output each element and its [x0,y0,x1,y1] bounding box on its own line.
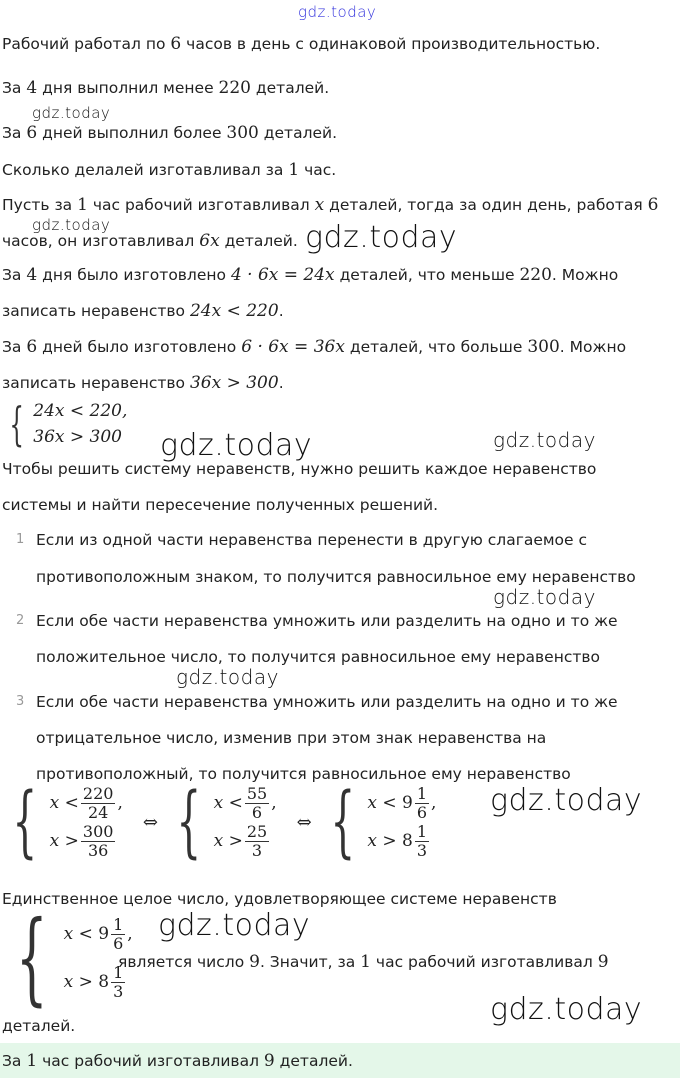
six-days [2,337,626,357]
rule-3-cont [36,728,546,748]
text: деталей. [258,124,338,142]
text: . Можно [551,266,619,284]
rule-3-end [36,764,571,784]
inequality: 36x > 300 [33,427,122,447]
system-initial [2,398,127,450]
text: За [2,338,27,356]
math: 6x [199,231,220,251]
answer [2,1051,353,1071]
text: час рабочий изготавливал [87,196,315,214]
text: деталей. [274,1052,353,1070]
rule-2-cont [36,647,600,667]
text: деталей, что больше [344,338,528,356]
text: Рабочий работал по [2,35,171,53]
text: дней выполнил более [37,124,227,142]
text: час рабочий изготавливал [37,1052,264,1070]
text: противоположный, то получится равносильное ему неравенство [36,765,571,783]
math: 4 [26,78,38,98]
text: деталей, тогда за один день, работая [324,196,648,214]
inequality-2 [2,373,284,393]
math: 6 [647,195,659,215]
system-final: { x < 9 1 6 , x > 8 1 3 [15,899,133,1016]
math: 4 [26,265,38,285]
question [2,160,336,180]
brace-icon: { [15,899,48,1016]
watermark: gdz.today [32,104,111,122]
text: Пусть за [2,196,78,214]
text: Если обе части неравенства умножить или разделить на одно и то же [36,693,618,711]
text: является число [118,953,250,971]
inequality-1 [2,301,284,321]
math: 1 [360,952,371,972]
equivalence-sign: ⇔ [142,811,158,833]
watermark: gdz.today [305,220,458,255]
math: 9 [263,1051,275,1071]
list-number: 2 [16,613,25,628]
per-day [2,231,298,251]
math: 300 [226,123,259,143]
text: час. [299,161,337,179]
math: 220 [218,78,251,98]
text: дней было изготовлено [37,338,242,356]
math: x [314,195,325,215]
text: За [2,1052,27,1070]
text: записать неравенство [2,374,190,392]
method-intro-2 [2,495,438,515]
brace-icon: { [9,397,24,451]
rule-1 [36,530,587,550]
text: часов, он изготавливал [2,232,200,250]
math: 300 [527,337,560,357]
let-x [2,195,658,215]
math: 6 [26,337,38,357]
watermark: gdz.today [176,665,279,689]
watermark-top: gdz.today [298,3,377,21]
watermark: gdz.today [32,216,111,234]
condition-4-days [2,78,329,98]
math: 1 [26,1051,38,1071]
text: . Можно [559,338,627,356]
inequality: 24x < 220, [33,401,128,421]
text: системы и найти пересечение полученных решений. [2,496,439,514]
equivalence-sign: ⇔ [296,811,312,833]
math: 9 [597,952,609,972]
watermark: gdz.today [493,428,596,452]
four-days [2,265,618,285]
math: 4 · 6x = 24x [230,265,335,285]
brace-icon: { [330,777,355,867]
text: Если из одной части неравенства перенести в другую слагаемое с [36,531,588,549]
brace-icon: { [12,777,38,867]
text: Единственное целое число, удовлетворяющее системе неравенств [2,890,557,908]
text: . [278,374,284,392]
text: . [278,302,284,320]
text: За [2,124,27,142]
watermark: gdz.today [490,992,643,1027]
text: деталей. [2,1017,76,1035]
rule-3 [36,692,618,712]
conclusion [118,952,609,972]
math: 24x < 220 [189,301,279,321]
math: 6 · 6x = 36x [241,337,345,357]
list-number: 1 [16,532,25,547]
math: 1 [77,195,88,215]
math: 6 [26,123,38,143]
text: записать неравенство [2,302,190,320]
text: деталей. [251,79,330,97]
watermark: gdz.today [158,908,311,943]
math: 6 [170,34,182,54]
text: За [2,266,27,284]
text: часов в день с одинаковой производительностью. [181,35,601,53]
text: дня было изготовлено [37,266,231,284]
text: деталей, что меньше [334,266,520,284]
method-intro [2,459,596,479]
text: За [2,79,27,97]
text: Сколько делалей изготавливал за [2,161,289,179]
watermark: gdz.today [490,783,643,818]
text: отрицательное число, изменив при этом знак неравенства на [36,729,547,747]
math: 1 [288,160,300,180]
conclusion-end [2,1016,75,1036]
text: противоположным знаком, то получится равносильное ему неравенство [36,568,636,586]
condition-6-days [2,123,337,143]
math: 220 [519,265,552,285]
problem-statement [2,34,600,54]
rule-1-cont [36,567,636,587]
unique-integer [2,889,557,909]
list-number: 3 [16,694,25,709]
text: . Значит, за [259,953,361,971]
math: 9 [249,952,260,972]
rule-2 [36,611,618,631]
text: положительное число, то получится равносильное ему неравенство [36,648,601,666]
text: час рабочий изготавливал [370,953,598,971]
math: 36x > 300 [189,373,279,393]
watermark: gdz.today [493,585,596,609]
text: Чтобы решить систему неравенств, нужно решить каждое неравенство [2,460,597,478]
brace-icon: { [176,777,202,867]
system-solution-chain: { x < 220 24 , x > 300 36 ⇔ { x < 55 6 , x > 25 3 ⇔ { x < 9 1 6 , x > 8 1 3 [12,777,437,867]
text: Если обе части неравенства умножить или разделить на одно и то же [36,612,618,630]
watermark: gdz.today [160,428,313,463]
text: деталей. [219,232,298,250]
text: дня выполнил менее [37,79,219,97]
